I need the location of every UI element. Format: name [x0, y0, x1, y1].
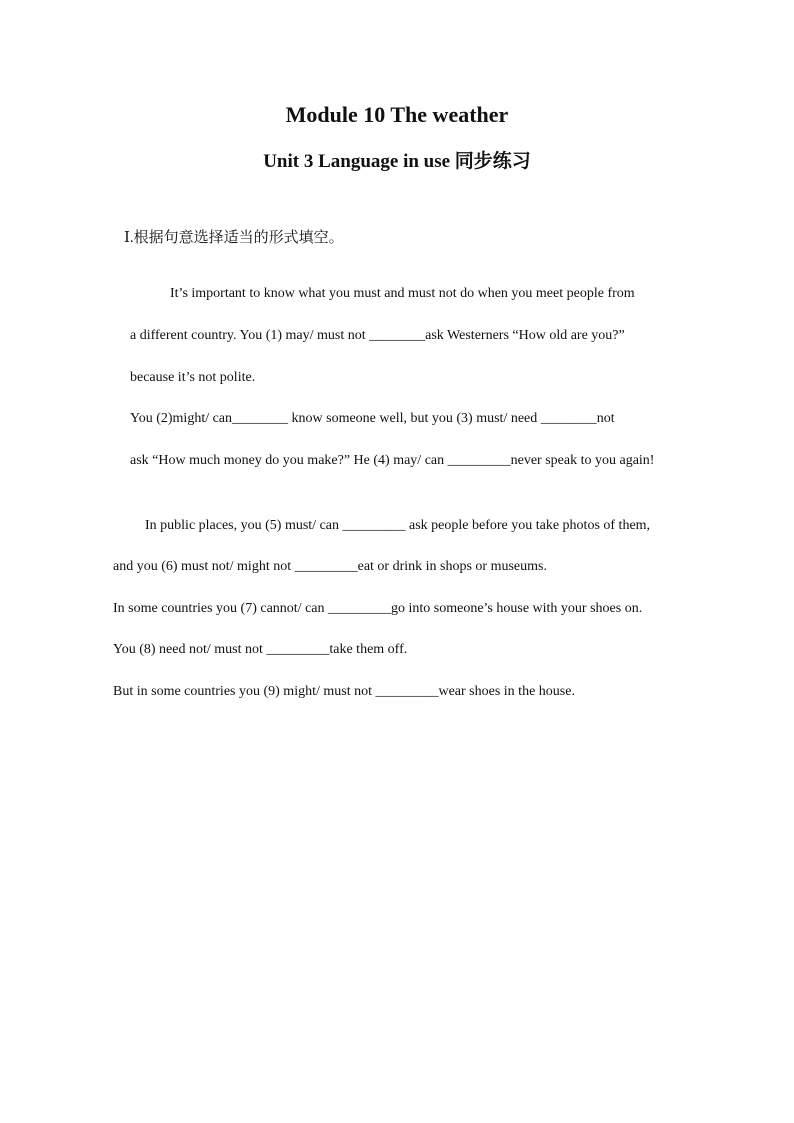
paragraph1-line-4: You (2)might/ can________ know someone well, but you (3) must/ need ________not [130, 411, 615, 426]
paragraph1-line-5: ask “How much money do you make?” He (4) may/ can _________never speak to you again! [130, 453, 655, 468]
document-subtitle: Unit 3 Language in use 同步练习 [263, 151, 531, 172]
section-heading: Ⅰ.根据句意选择适当的形式填空。 [124, 230, 344, 246]
paragraph2-line-3: In some countries you (7) cannot/ can _________go into someone’s house with your shoes on. [113, 601, 643, 616]
paragraph1-line-3: because it’s not polite. [130, 370, 256, 385]
paragraph2-line-4: You (8) need not/ must not _________take them off. [113, 642, 408, 657]
paragraph1-line-2: a different country. You (1) may/ must not ________ask Westerners “How old are you?” [130, 328, 625, 343]
paragraph1-line-1: It’s important to know what you must and must not do when you meet people from [170, 286, 635, 301]
paragraph2-line-5: But in some countries you (9) might/ must not _________wear shoes in the house. [113, 684, 575, 699]
document-title: Module 10 The weather [285, 102, 509, 127]
paragraph2-line-1: In public places, you (5) must/ can _________ ask people before you take photos of them, [145, 518, 651, 533]
paragraph2-line-2: and you (6) must not/ might not _________eat or drink in shops or museums. [113, 559, 547, 574]
